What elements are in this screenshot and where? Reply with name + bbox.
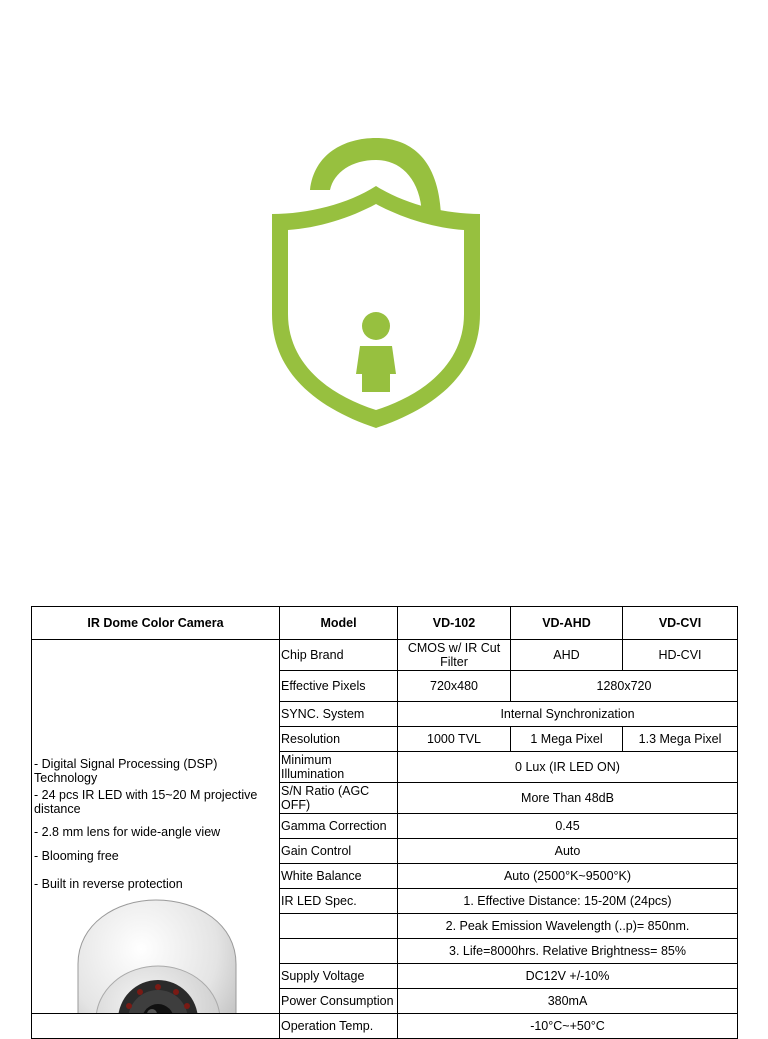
ir-led-line-3: 3. Life=8000hrs. Relative Brightness= 85% — [398, 939, 738, 964]
min-illumination-label: Minimum Illumination — [280, 752, 398, 783]
resolution-vdahd: 1 Mega Pixel — [511, 727, 623, 752]
feature-item: - 2.8 mm lens for wide-angle view — [34, 824, 221, 839]
chip-brand-label: Chip Brand — [280, 640, 398, 671]
supply-voltage-label: Supply Voltage — [280, 964, 398, 989]
ir-led-blank-label — [280, 914, 398, 939]
min-illumination-value: 0 Lux (IR LED ON) — [398, 752, 738, 783]
resolution-vd102: 1000 TVL — [398, 727, 511, 752]
feature-item: - Digital Signal Processing (DSP) Technology — [34, 756, 218, 785]
features-cell — [32, 640, 280, 1014]
table-row — [32, 640, 738, 671]
model-vdcvi-header: VD-CVI — [623, 607, 738, 640]
op-temp-value: -10°C~+50°C — [398, 1014, 738, 1039]
effective-pixels-vd102: 720x480 — [398, 671, 511, 702]
feature-item: - 24 pcs IR LED with 15~20 M projective distance — [34, 787, 258, 816]
model-vd102-header: VD-102 — [398, 607, 511, 640]
model-header: Model — [280, 607, 398, 640]
ir-led-blank-label — [280, 939, 398, 964]
product-title: IR Dome Color Camera — [32, 607, 280, 640]
table-header-row — [32, 607, 738, 640]
white-balance-value: Auto (2500°K~9500°K) — [398, 864, 738, 889]
gain-value: Auto — [398, 839, 738, 864]
feature-item: - Blooming free — [34, 848, 119, 863]
spec-table — [31, 606, 738, 1039]
white-balance-label: White Balance — [280, 864, 398, 889]
op-temp-label: Operation Temp. — [280, 1014, 398, 1039]
chip-brand-vd102: CMOS w/ IR Cut Filter — [398, 640, 511, 671]
sync-value: Internal Synchronization — [398, 702, 738, 727]
resolution-label: Resolution — [280, 727, 398, 752]
ir-led-line-2: 2. Peak Emission Wavelength (..p)= 850nm. — [398, 914, 738, 939]
sn-ratio-label: S/N Ratio (AGC OFF) — [280, 783, 398, 814]
effective-pixels-label: Effective Pixels — [280, 671, 398, 702]
power-label: Power Consumption — [280, 989, 398, 1014]
sn-ratio-value: More Than 48dB — [398, 783, 738, 814]
table-row — [32, 1014, 738, 1039]
gain-label: Gain Control — [280, 839, 398, 864]
features-list — [33, 757, 278, 897]
sync-label: SYNC. System — [280, 702, 398, 727]
shield-padlock-person-icon — [268, 134, 484, 430]
effective-pixels-ahd-cvi: 1280x720 — [511, 671, 738, 702]
ir-led-line-1: 1. Effective Distance: 15-20M (24pcs) — [398, 889, 738, 914]
feature-item: - Built in reverse protection — [34, 876, 183, 891]
gamma-value: 0.45 — [398, 814, 738, 839]
gamma-label: Gamma Correction — [280, 814, 398, 839]
resolution-vdcvi: 1.3 Mega Pixel — [623, 727, 738, 752]
features-continued-cell — [32, 1014, 280, 1039]
chip-brand-vdahd: AHD — [511, 640, 623, 671]
chip-brand-vdcvi: HD-CVI — [623, 640, 738, 671]
dome-camera-icon — [72, 894, 242, 1014]
power-value: 380mA — [398, 989, 738, 1014]
ir-led-label: IR LED Spec. — [280, 889, 398, 914]
model-vdahd-header: VD-AHD — [511, 607, 623, 640]
supply-voltage-value: DC12V +/-10% — [398, 964, 738, 989]
